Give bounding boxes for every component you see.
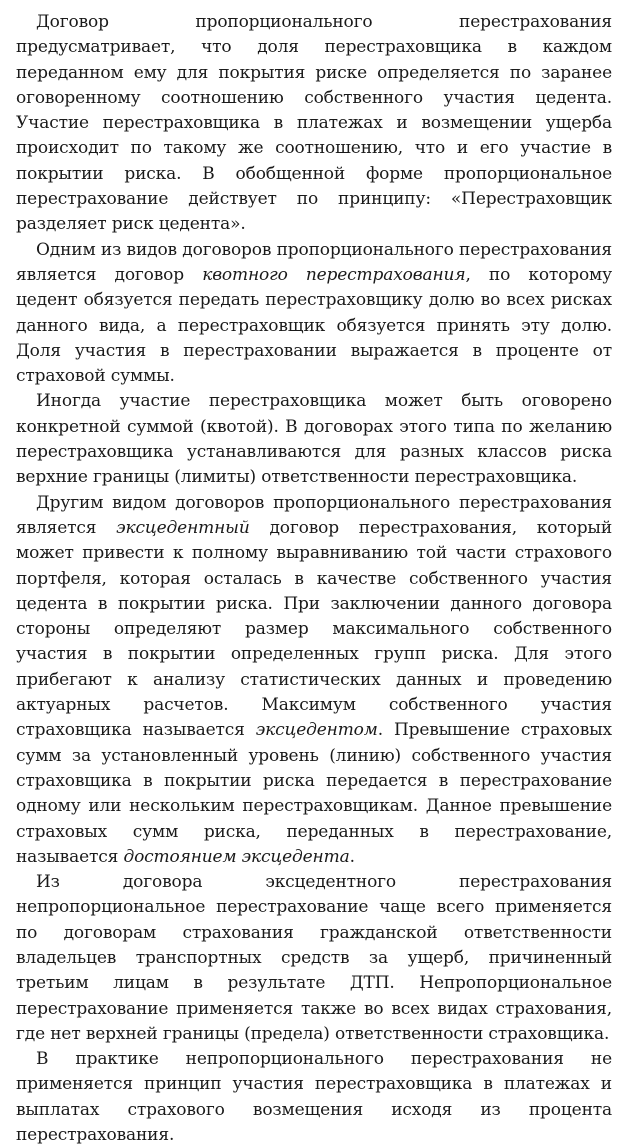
term-excedent: эксцедентом	[255, 720, 378, 741]
document-page	[16, 10, 612, 1148]
paragraph-4-text-a: Другим видом договоров пропорционального перестрахования является	[16, 492, 612, 538]
paragraph-6-text: В практике непропорционального перестрахования не применяется принцип участия перестраховщика в платежах и выплатах страхового возмещения исходя из процента перестрахования.	[16, 1049, 612, 1146]
paragraph-1	[16, 10, 612, 238]
term-excess: эксцедентный	[116, 517, 250, 538]
paragraph-4-text-c: . Превышение страховых сумм за установленный уровень (линию) собственного участия страховщика в покрытии риска передается в перестрахование одному или нескольким перестраховщикам. Данное превышение страховых сумм риска, переданных в перестрахование, называется	[16, 720, 612, 867]
paragraph-3-text: Иногда участие перестраховщика может быть оговорено конкретной суммой (квотой). В договорах этого типа по желанию перестраховщика устанавливаются для разных классов риска верхние границы (лимиты) ответственности перестраховщика.	[16, 391, 612, 488]
paragraph-4-text-b: договор перестрахования, который может привести к полному выравниванию той части страхового портфеля, которая осталась в качестве собственного участия цедента в покрытии риска. При заключении данного договора стороны определяют размер максимального собственного участия в покрытии определенных групп риска. Для этого прибегают к анализу статистических данных и проведению актуарных расчетов. Максимум собственного участия страховщика называется	[16, 517, 612, 741]
paragraph-5	[16, 870, 612, 1047]
paragraph-2-text-a: Одним из видов договоров пропорционального перестрахования является договор	[16, 239, 612, 285]
term-quota-reinsurance: квотного перестрахования	[202, 264, 466, 285]
paragraph-6	[16, 1047, 612, 1148]
paragraph-3	[16, 389, 612, 490]
paragraph-2-text-b: , по которому цедент обязуется передать перестраховщику долю во всех рисках данного вида, а перестраховщик обязуется принять эту долю. Доля участия в перестраховании выражается в проценте от страховой суммы.	[16, 264, 612, 387]
paragraph-5-text: Из договора эксцедентного перестрахования непропорциональное перестрахование чаще всего применяется по договорам страхования гражданской ответственности владельцев транспортных средств за ущерб, причиненный третьим лицам в результате ДТП. Непропорциональное перестрахование применяется также во всех видах страхования, где нет верхней границы (предела) ответственности страховщика.	[16, 872, 612, 1044]
paragraph-2	[16, 238, 612, 390]
term-excedent-property: достоянием эксцедента	[123, 846, 350, 867]
paragraph-4-text-d: .	[349, 846, 355, 867]
paragraph-1-text: Договор пропорционального перестрахования предусматривает, что доля перестраховщика в каждом переданном ему для покрытия риске определяется по заранее оговоренному соотношению собственного участия цедента. Участие перестраховщика в платежах и возмещении ущерба происходит по такому же соотношению, что и его участие в покрытии риска. В обобщенной форме пропорциональное перестрахование действует по принципу: «Перестраховщик разделяет риск цедента».	[16, 12, 612, 235]
paragraph-4	[16, 491, 612, 870]
